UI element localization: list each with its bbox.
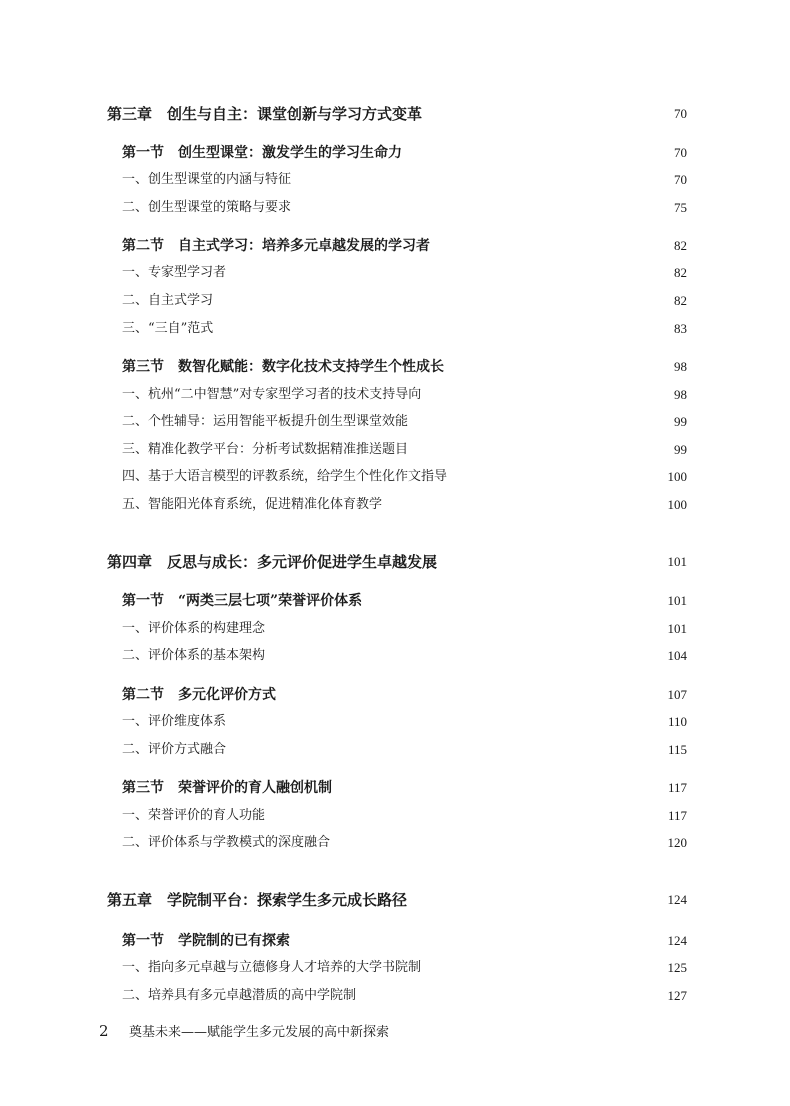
toc-section-row[interactable]	[0, 233, 790, 259]
toc-page-number: 99	[674, 442, 687, 457]
toc-page-number: 124	[667, 892, 687, 907]
toc-page-number: 107	[667, 687, 687, 702]
toc-item-title: 二、培养具有多元卓越潜质的高中学院制	[122, 988, 357, 1003]
toc-item-row[interactable]	[0, 382, 790, 408]
toc-page-number: 104	[667, 648, 687, 663]
toc-item-row[interactable]	[0, 492, 790, 518]
toc-item-row[interactable]	[0, 616, 790, 642]
toc-item-title: 一、指向多元卓越与立德修身人才培养的大学书院制	[122, 960, 422, 975]
toc-section-row[interactable]	[0, 354, 790, 380]
toc-item-row[interactable]	[0, 288, 790, 314]
toc-item-title: 三、“三自”范式	[122, 321, 214, 336]
toc-section-title: 第一节 “两类三层七项”荣誉评价体系	[122, 593, 363, 609]
toc-page-number: 83	[674, 321, 687, 336]
toc-page-number: 127	[667, 988, 687, 1003]
footer-book-title: 奠基未来——赋能学生多元发展的高中新探索	[129, 1025, 390, 1040]
toc-item-row[interactable]	[0, 409, 790, 435]
toc-section-row[interactable]	[0, 140, 790, 166]
toc-item-title: 二、自主式学习	[122, 293, 214, 308]
toc-page-number: 100	[667, 497, 687, 512]
toc-section-title: 第二节 多元化评价方式	[122, 687, 276, 703]
toc-chapter-row[interactable]	[0, 887, 790, 913]
toc-item-title: 二、创生型课堂的策略与要求	[122, 200, 292, 215]
toc-page-number: 101	[667, 593, 687, 608]
toc-page-number: 101	[667, 554, 687, 569]
toc-chapter-row[interactable]	[0, 101, 790, 127]
toc-item-row[interactable]	[0, 830, 790, 856]
toc-page-number: 125	[667, 960, 687, 975]
toc-item-title: 一、评价体系的构建理念	[122, 621, 266, 636]
toc-page-number: 98	[674, 359, 687, 374]
toc-page-number: 82	[674, 265, 687, 280]
toc-page-number: 99	[674, 414, 687, 429]
toc-section-row[interactable]	[0, 682, 790, 708]
toc-item-title: 一、荣誉评价的育人功能	[122, 808, 266, 823]
toc-item-title: 五、智能阳光体育系统，促进精准化体育教学	[122, 497, 383, 512]
toc-page-number: 70	[674, 106, 687, 121]
toc-item-title: 二、个性辅导：运用智能平板提升创生型课堂效能	[122, 414, 409, 429]
toc-item-title: 一、创生型课堂的内涵与特征	[122, 172, 292, 187]
toc-chapter-title: 第三章 创生与自主：课堂创新与学习方式变革	[107, 105, 423, 123]
toc-page-number: 110	[667, 714, 687, 729]
toc-item-title: 二、评价体系的基本架构	[122, 648, 266, 663]
toc-item-row[interactable]	[0, 260, 790, 286]
toc-section-title: 第二节 自主式学习：培养多元卓越发展的学习者	[122, 238, 430, 254]
toc-item-title: 一、评价维度体系	[122, 714, 227, 729]
toc-item-title: 一、专家型学习者	[122, 265, 227, 280]
toc-item-row[interactable]	[0, 464, 790, 490]
toc-chapter-row[interactable]	[0, 549, 790, 575]
toc-page-number: 115	[667, 742, 687, 757]
toc-page-number: 100	[667, 469, 687, 484]
toc-section-title: 第三节 数智化赋能：数字化技术支持学生个性成长	[122, 359, 444, 375]
footer-page-number: 2	[99, 1022, 109, 1040]
toc-section-row[interactable]	[0, 775, 790, 801]
toc-item-row[interactable]	[0, 737, 790, 763]
toc-page-number: 124	[667, 933, 687, 948]
toc-item-row[interactable]	[0, 195, 790, 221]
toc-page-number: 75	[674, 200, 687, 215]
toc-item-title: 一、杭州“二中智慧”对专家型学习者的技术支持导向	[122, 387, 422, 402]
toc-section-row[interactable]	[0, 588, 790, 614]
toc-page-number: 98	[674, 387, 687, 402]
toc-chapter-title: 第四章 反思与成长：多元评价促进学生卓越发展	[107, 553, 438, 571]
toc-item-row[interactable]	[0, 167, 790, 193]
toc-item-title: 三、精准化教学平台：分析考试数据精准推送题目	[122, 442, 409, 457]
toc-section-title: 第三节 荣誉评价的育人融创机制	[122, 780, 332, 796]
toc-section-title: 第一节 学院制的已有探索	[122, 933, 290, 949]
toc-item-title: 二、评价方式融合	[122, 742, 227, 757]
toc-item-row[interactable]	[0, 709, 790, 735]
toc-page-number: 120	[667, 835, 687, 850]
toc-item-title: 四、基于大语言模型的评教系统，给学生个性化作文指导	[122, 469, 448, 484]
page-footer	[99, 1019, 389, 1043]
toc-item-row[interactable]	[0, 803, 790, 829]
toc-page-number: 82	[674, 238, 687, 253]
toc-page-number: 70	[674, 145, 687, 160]
toc-section-title: 第一节 创生型课堂：激发学生的学习生命力	[122, 145, 402, 161]
toc-page-number: 82	[674, 293, 687, 308]
toc-item-title: 二、评价体系与学教模式的深度融合	[122, 835, 331, 850]
toc-item-row[interactable]	[0, 316, 790, 342]
toc-chapter-title: 第五章 学院制平台：探索学生多元成长路径	[107, 891, 408, 909]
toc-page-number: 117	[667, 780, 687, 795]
toc-item-row[interactable]	[0, 643, 790, 669]
toc-page-number: 70	[674, 172, 687, 187]
toc-page-number: 101	[667, 621, 687, 636]
toc-item-row[interactable]	[0, 437, 790, 463]
toc-item-row[interactable]	[0, 983, 790, 1009]
toc-page-number: 117	[667, 808, 687, 823]
toc-item-row[interactable]	[0, 955, 790, 981]
toc-section-row[interactable]	[0, 928, 790, 954]
